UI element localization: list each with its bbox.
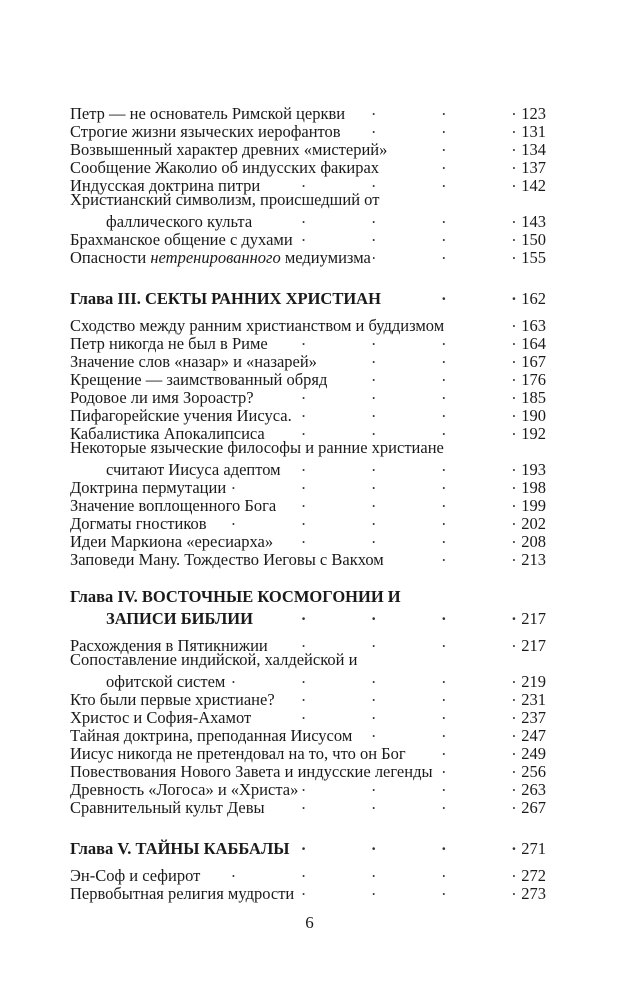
dot-leader	[262, 173, 516, 191]
toc-entry-title: Догматы гностиков	[70, 514, 207, 533]
toc-entry-title-continuation: офитской систем	[106, 672, 226, 691]
toc-entry-title: Некоторые языческие философы и ранние христиане	[70, 438, 444, 457]
toc-entry-title: Сообщение Жаколио об индусских факирах	[70, 158, 380, 177]
toc-entry[interactable]	[70, 349, 546, 371]
chapter-title: Глава III. СЕКТЫ РАННИХ ХРИСТИАН	[70, 289, 381, 308]
toc-entry[interactable]	[70, 475, 546, 497]
toc-entry[interactable]	[70, 331, 546, 353]
toc-entry[interactable]	[70, 650, 546, 691]
dot-leader	[202, 863, 516, 881]
dot-leader	[255, 606, 516, 624]
toc-entry-title: Кабалистика Апокалипсиса	[70, 424, 265, 443]
toc-page-number: 163	[521, 316, 546, 335]
toc-page-number: 164	[521, 334, 546, 353]
toc-page-number: 143	[521, 212, 546, 231]
chapter-title: Глава IV. ВОСТОЧНЫЕ КОСМОГОНИИ И	[70, 587, 401, 606]
toc-entry[interactable]	[70, 795, 546, 817]
toc-entry[interactable]	[70, 173, 546, 195]
toc-page-number: 192	[521, 424, 546, 443]
chapter-title: Глава V. ТАЙНЫ КАББАЛЫ	[70, 839, 290, 858]
toc-page-number: 202	[521, 514, 546, 533]
toc-entry[interactable]	[70, 759, 546, 781]
toc-page-number: 237	[521, 708, 546, 727]
toc-page-number: 131	[521, 122, 546, 141]
toc-page-number: 123	[521, 104, 546, 123]
title-italic-part: нетренированного	[150, 248, 281, 267]
toc-page-number: 190	[521, 406, 546, 425]
title-part: Опасности	[70, 248, 151, 267]
toc-entry[interactable]	[70, 687, 546, 709]
toc-entry[interactable]	[70, 313, 546, 335]
toc-entry-title: Кто были первые христиане?	[70, 690, 275, 709]
toc-page-number: 217	[521, 636, 546, 655]
toc-entry[interactable]	[70, 863, 546, 885]
toc-entry-title: Брахманское общение с духами	[70, 230, 293, 249]
dot-leader	[383, 286, 516, 304]
toc-entry-title: Доктрина пермутации	[70, 478, 227, 497]
toc-entry-title: Значение слов «назар» и «назарей»	[70, 352, 317, 371]
toc-entry-title: Пифагорейские учения Иисуса.	[70, 406, 292, 425]
toc-page-number: 167	[521, 352, 546, 371]
toc-entry-title: Петр — не основатель Римской церкви	[70, 104, 346, 123]
toc-entry[interactable]	[70, 777, 546, 799]
dot-leader	[254, 209, 516, 227]
toc-entry-title: Расхождения в Пятикнижии	[70, 636, 268, 655]
dot-leader	[267, 421, 516, 439]
dot-leader	[347, 101, 516, 119]
toc-entry[interactable]	[70, 547, 546, 569]
dot-leader	[386, 547, 516, 565]
toc-entry-title: Индусская доктрина питри	[70, 176, 261, 195]
toc-entry[interactable]	[70, 741, 546, 763]
toc-page-number: 134	[521, 140, 546, 159]
toc-entry-title: Сходство между ранним христианством и буддизмом	[70, 316, 445, 335]
dot-leader	[446, 313, 516, 331]
toc-entry-title: Сравнительный культ Девы	[70, 798, 265, 817]
toc-page-number: 162	[521, 289, 546, 308]
page-number: 6	[305, 913, 314, 932]
toc-entry-title: Повествования Нового Завета и индусские легенды	[70, 762, 433, 781]
toc-page-number: 176	[521, 370, 546, 389]
toc-page-number: 142	[521, 176, 546, 195]
toc-entry-title: Заповеди Ману. Тождество Иеговы с Вакхом	[70, 550, 384, 569]
toc-page-number: 256	[521, 762, 546, 781]
toc-entry[interactable]	[70, 385, 546, 407]
toc-entry-title: Значение воплощенного Бога	[70, 496, 277, 515]
toc-page-number: 249	[521, 744, 546, 763]
toc-page-number: 208	[521, 532, 546, 551]
toc-entry[interactable]	[70, 633, 546, 655]
toc-page-number: 219	[521, 672, 546, 691]
toc-entry[interactable]	[70, 101, 546, 123]
toc-entry-title: Тайная доктрина, преподанная Иисусом	[70, 726, 353, 745]
toc-chapter-heading[interactable]	[70, 286, 546, 308]
dot-leader	[354, 723, 516, 741]
dot-leader	[295, 227, 516, 245]
toc-page-number: 150	[521, 230, 546, 249]
toc-entry[interactable]	[70, 705, 546, 727]
toc-entry[interactable]	[70, 137, 546, 159]
toc-entry-title	[70, 249, 371, 267]
dot-leader	[209, 511, 516, 529]
toc-page-number: 199	[521, 496, 546, 515]
dot-leader	[408, 741, 516, 759]
toc-entry-title: Идеи Маркиона «ересиарха»	[70, 532, 274, 551]
toc-entry[interactable]	[70, 119, 546, 141]
toc-page-number: 272	[521, 866, 546, 885]
dot-leader	[256, 385, 516, 403]
dot-leader	[300, 777, 516, 795]
toc-entry-title: Эн-Соф и сефирот	[70, 866, 201, 885]
toc-page-number: 155	[521, 248, 546, 267]
dot-leader	[270, 633, 516, 651]
toc-entry-title: Христианский символизм, происшедший от	[70, 190, 380, 209]
toc-entry[interactable]	[70, 190, 546, 231]
toc-entry-title: Древность «Логоса» и «Христа»	[70, 780, 299, 799]
toc-page-number: 217	[521, 609, 546, 628]
toc-entry-title-continuation: считают Иисуса адептом	[106, 460, 281, 479]
toc-entry[interactable]	[70, 511, 546, 533]
toc-entry[interactable]	[70, 493, 546, 515]
toc-entry[interactable]	[70, 421, 546, 443]
toc-entry-title: Возвышенный характер древних «мистерий»	[70, 140, 388, 159]
toc-chapter-heading[interactable]	[70, 836, 546, 858]
toc-entry-title: Первобытная религия мудрости	[70, 884, 295, 903]
toc-page-number: 271	[521, 839, 546, 858]
toc-entry[interactable]	[70, 367, 546, 389]
dot-leader	[319, 349, 516, 367]
dot-leader	[381, 155, 516, 173]
toc-page-number: 193	[521, 460, 546, 479]
toc-page-number: 185	[521, 388, 546, 407]
dot-leader	[277, 687, 516, 705]
toc-entry-title: Строгие жизни языческих иерофантов	[70, 122, 341, 141]
dot-leader	[343, 119, 516, 137]
dot-leader	[373, 245, 516, 263]
toc-entry[interactable]	[70, 529, 546, 551]
dot-leader	[275, 529, 516, 547]
dot-leader	[435, 759, 516, 777]
toc-entry[interactable]	[70, 881, 546, 903]
dot-leader	[278, 493, 516, 511]
dot-leader	[389, 137, 516, 155]
dot-leader	[267, 795, 516, 813]
dot-leader	[270, 331, 516, 349]
dot-leader	[291, 836, 516, 854]
toc-entry-title: Иисус никогда не претендовал на то, что он Бог	[70, 744, 406, 763]
toc-page-number: 137	[521, 158, 546, 177]
toc-entry[interactable]	[70, 438, 546, 479]
toc-entry[interactable]	[70, 227, 546, 249]
toc-entry-title: Христос и София-Ахамот	[70, 708, 252, 727]
toc-page-number: 213	[521, 550, 546, 569]
dot-leader	[283, 457, 516, 475]
chapter-title-continuation: ЗАПИСИ БИБЛИИ	[106, 609, 253, 628]
toc-page-number: 263	[521, 780, 546, 799]
toc-entry-title-continuation: фаллического культа	[106, 212, 253, 231]
toc-entry-title: Родовое ли имя Зороастр?	[70, 388, 254, 407]
toc-page-number: 273	[521, 884, 546, 903]
toc-chapter-heading[interactable]	[70, 587, 546, 628]
dot-leader	[228, 475, 516, 493]
toc-entry[interactable]	[70, 245, 546, 267]
dot-leader	[253, 705, 516, 723]
toc-entry-title: Петр никогда не был в Риме	[70, 334, 268, 353]
dot-leader	[296, 881, 516, 899]
toc-entry[interactable]	[70, 403, 546, 425]
toc-entry-title: Крещение — заимствованный обряд	[70, 370, 328, 389]
toc-page-number: 231	[521, 690, 546, 709]
title-part: медиумизма	[280, 248, 371, 267]
toc-entry[interactable]	[70, 723, 546, 745]
toc-page-number: 247	[521, 726, 546, 745]
toc-page-number: 198	[521, 478, 546, 497]
toc-page-number: 267	[521, 798, 546, 817]
toc-entry-title: Сопоставление индийской, халдейской и	[70, 650, 358, 669]
toc-entry[interactable]	[70, 155, 546, 177]
dot-leader	[294, 403, 516, 421]
dot-leader	[227, 669, 516, 687]
dot-leader	[329, 367, 516, 385]
